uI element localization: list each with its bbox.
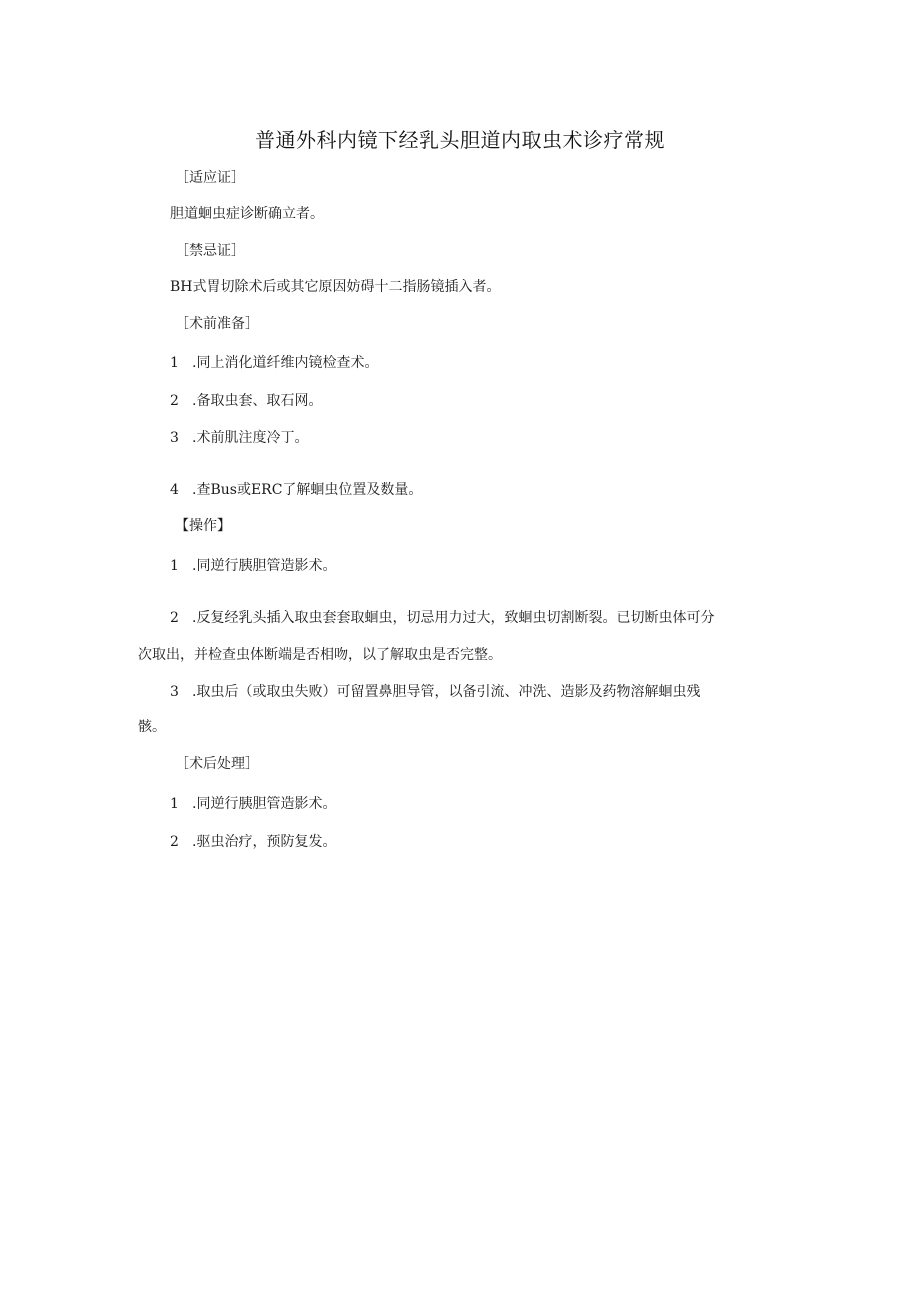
document-title: 普通外科内镜下经乳头胆道内取虫术诊疗常规 [255, 128, 665, 152]
preop-item-number: 1 [170, 355, 179, 371]
operation-item-continuation: 骸。 [138, 719, 166, 735]
postop-item [170, 832, 336, 852]
contraindications-text: BH式胃切除术后或其它原因妨碍十二指肠镜插入者。 [170, 279, 501, 295]
preop-item-text: .术前肌注度冷丁。 [192, 430, 309, 446]
preop-item-number: 2 [170, 393, 179, 409]
indications-heading: ［适应证］ [175, 170, 245, 186]
operation-item-text: .反复经乳头插入取虫套套取蛔虫，切忌用力过大，致蛔虫切割断裂。已切断虫体可分 [192, 610, 715, 626]
postop-item-text: .驱虫治疗，预防复发。 [192, 834, 337, 850]
preop-item-text: .备取虫套、取石网。 [192, 393, 323, 409]
postop-heading: ［术后处理］ [175, 756, 259, 772]
preop-item-text: .查Bus或ERC了解蛔虫位置及数量。 [192, 482, 423, 498]
postop-item [170, 794, 336, 814]
operation-item-number: 2 [170, 610, 179, 626]
preop-item-number: 3 [170, 430, 179, 446]
indications-text: 胆道蛔虫症诊断确立者。 [170, 206, 324, 222]
operation-item-number: 1 [170, 558, 179, 574]
preop-item [170, 353, 378, 373]
preop-item-text: .同上消化道纤维内镜检查术。 [192, 355, 379, 371]
postop-item-number: 2 [170, 834, 179, 850]
operation-item-text: .取虫后（或取虫失败）可留置鼻胆导管，以备引流、冲洗、造影及药物溶解蛔虫残 [192, 684, 701, 700]
preop-item [170, 428, 308, 448]
preop-item [170, 480, 422, 500]
operation-item [170, 682, 700, 702]
contraindications-heading: ［禁忌证］ [175, 243, 245, 259]
operation-item-text: .同逆行胰胆管造影术。 [192, 558, 337, 574]
preop-item [170, 391, 322, 411]
postop-item-text: .同逆行胰胆管造影术。 [192, 796, 337, 812]
postop-item-number: 1 [170, 796, 179, 812]
operation-item-number: 3 [170, 684, 179, 700]
operation-item-continuation: 次取出，并检查虫体断端是否相吻，以了解取虫是否完整。 [138, 647, 502, 663]
operation-item [170, 608, 714, 628]
preop-item-number: 4 [170, 482, 179, 498]
preop-heading: ［术前准备］ [175, 316, 259, 332]
operation-heading: 【操作】 [175, 518, 231, 534]
operation-item [170, 556, 336, 576]
